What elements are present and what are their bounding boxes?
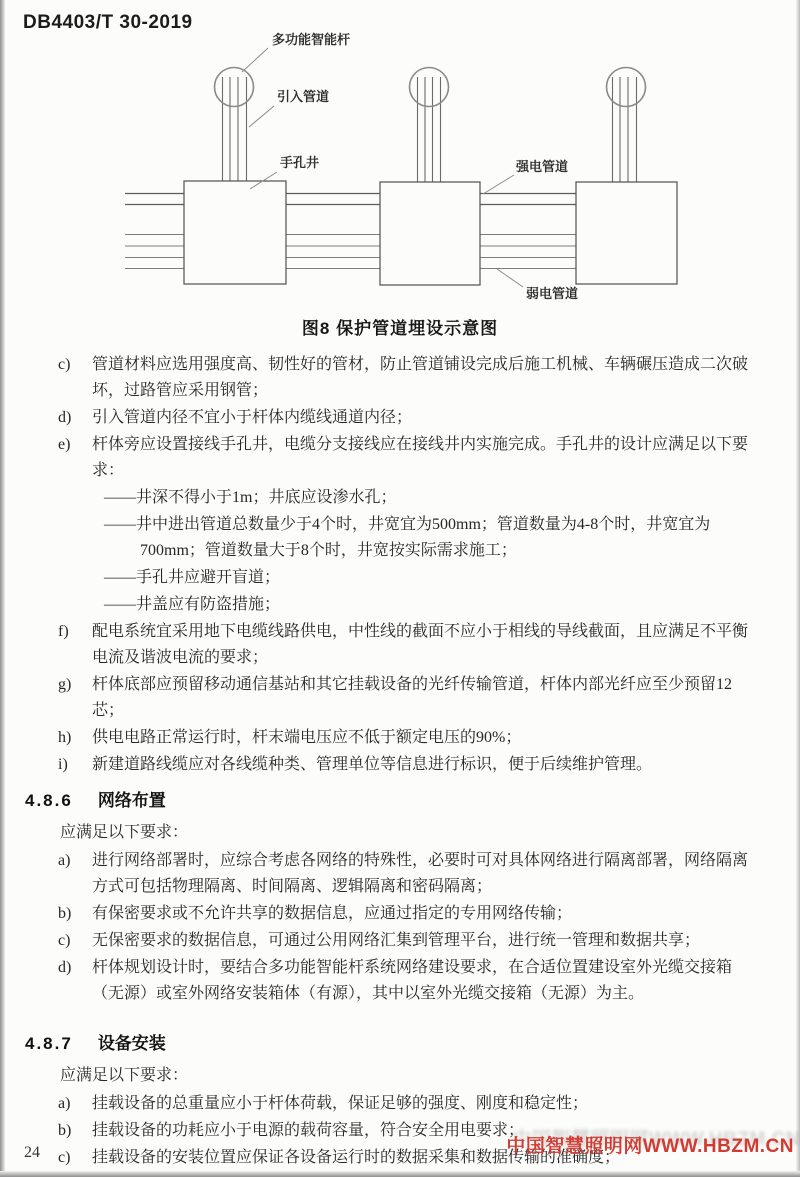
- section-intro: 应满足以下要求：: [60, 824, 189, 841]
- handhole-well-label: 手孔井: [280, 155, 320, 170]
- list-item-h: [58, 725, 756, 751]
- section-title: 设备安装: [97, 1034, 166, 1053]
- list-item-marker: b): [58, 1122, 72, 1139]
- list-item-text: 引入管道内径不宜小于杆体内缆线通道内径；: [92, 409, 413, 426]
- list-item-text: 管道材料应选用强度高、韧性好的管材，防止管道铺设完成后施工机械、车辆碾压造成二次破坏，过路管应采用钢管；: [92, 356, 749, 399]
- dash-item-well-width: ——井中进出管道总数量少于4个时，井宽宜为500mm；管道数量为4-8个时，井宽宜为700mm；管道数量大于8个时，井宽按实际需求施工；: [104, 516, 711, 559]
- list-item-e: [58, 432, 756, 484]
- list-item-f: [58, 619, 756, 671]
- list-item-marker: c): [58, 932, 71, 949]
- list-item-marker: e): [58, 436, 71, 453]
- list-item-text: 挂载设备的功耗应小于电源的载荷容量，符合安全用电要求；: [92, 1122, 525, 1139]
- list-item-i: [58, 752, 756, 778]
- list-item-marker: c): [58, 1149, 71, 1166]
- list-item-a: [58, 848, 756, 900]
- list-item-marker: a): [58, 852, 71, 869]
- network-layout-list: [0, 848, 800, 1007]
- smart-pole-label: 多功能智能杆: [272, 32, 351, 47]
- list-item-b: [58, 901, 756, 927]
- figure-8-diagram: [0, 0, 800, 312]
- inlet-pipe-label: 引入管道: [277, 89, 330, 104]
- section-heading-4-8-7: [25, 1033, 800, 1055]
- section-intro: 应满足以下要求：: [60, 1067, 189, 1084]
- weak-power-pipe-label: 弱电管道: [526, 286, 579, 301]
- list-item-text: 配电系统宜采用地下电缆线路供电，中性线的截面不应小于相线的导线截面，且应满足不平衡电流及谐波电流的要求；: [92, 623, 749, 666]
- list-item-c: [58, 928, 756, 954]
- list-item-marker: b): [58, 905, 72, 922]
- list-item-a: [58, 1091, 756, 1117]
- list-item-text: 挂载设备的安装位置应保证各设备运行时的数据采集和数据传输的准确度；: [92, 1149, 621, 1166]
- watermark: 中国智慧照明网WWW.HBZM.CN: [506, 1136, 794, 1157]
- list-item-text: 杆体底部应预留移动通信基站和其它挂载设备的光纤传输管道，杆体内部光纤应至少预留12芯；: [92, 676, 733, 719]
- section-number: 4.8.7: [25, 1034, 73, 1053]
- list-item-marker: i): [58, 756, 68, 773]
- handhole-wells: [184, 181, 677, 285]
- section-heading-4-8-6: [25, 790, 800, 812]
- list-item-marker: h): [58, 729, 72, 746]
- list-item-text: 挂载设备的总重量应小于杆体荷载，保证足够的强度、刚度和稳定性；: [92, 1095, 589, 1112]
- list-item-text: 供电电路正常运行时，杆末端电压应不低于额定电压的90%；: [92, 729, 522, 746]
- list-item-d: [58, 405, 756, 431]
- dash-item-blind-path: ——手孔井应避开盲道；: [104, 569, 281, 586]
- list-item-marker: d): [58, 959, 72, 976]
- list-item-text: 杆体规划设计时，要结合多功能智能杆系统网络建设要求，在合适位置建设室外光缆交接箱（无源）或室外网络安装箱体（有源），其中以室外光缆交接箱（无源）为主。: [92, 959, 733, 1002]
- figure-caption: 图8 保护管道埋设示意图: [301, 319, 499, 338]
- list-item-marker: c): [58, 356, 71, 373]
- list-item-marker: g): [58, 676, 72, 693]
- list-item-marker: d): [58, 409, 72, 426]
- dash-item-well-depth: ——井深不得小于1m；井底应设渗水孔；: [104, 489, 397, 506]
- protection-pipe-list: [0, 352, 800, 778]
- list-item-text: 进行网络部署时，应综合考虑各网络的特殊性，必要时可对具体网络进行隔离部署，网络隔离方式可包括物理隔离、时间隔离、逻辑隔离和密码隔离；: [92, 852, 749, 895]
- dash-item-well-cover: ——井盖应有防盗措施；: [104, 596, 281, 613]
- list-item-text: 有保密要求或不允许共享的数据信息，应通过指定的专用网络传输；: [92, 905, 573, 922]
- standard-number-header: DB4403/T 30-2019: [23, 12, 193, 33]
- list-item-marker: f): [58, 623, 69, 640]
- page-number: 24: [24, 1144, 40, 1161]
- list-item-text: 无保密要求的数据信息，可通过公用网络汇集到管理平台，进行统一管理和数据共享；: [92, 932, 701, 949]
- section-title: 网络布置: [97, 791, 166, 810]
- list-item-d: [58, 955, 756, 1007]
- list-item-c: [58, 352, 756, 404]
- body-content: [0, 318, 800, 1172]
- strong-power-pipe-label: 强电管道: [516, 159, 569, 174]
- list-item-marker: a): [58, 1095, 71, 1112]
- section-number: 4.8.6: [25, 791, 73, 810]
- list-item-text: 杆体旁应设置接线手孔井，电缆分支接线应在接线井内实施完成。手孔井的设计应满足以下要求：: [92, 436, 749, 479]
- list-item-text: 新建道路线缆应对各线缆种类、管理单位等信息进行标识，便于后续维护管理。: [92, 756, 653, 773]
- list-item-g: [58, 672, 756, 724]
